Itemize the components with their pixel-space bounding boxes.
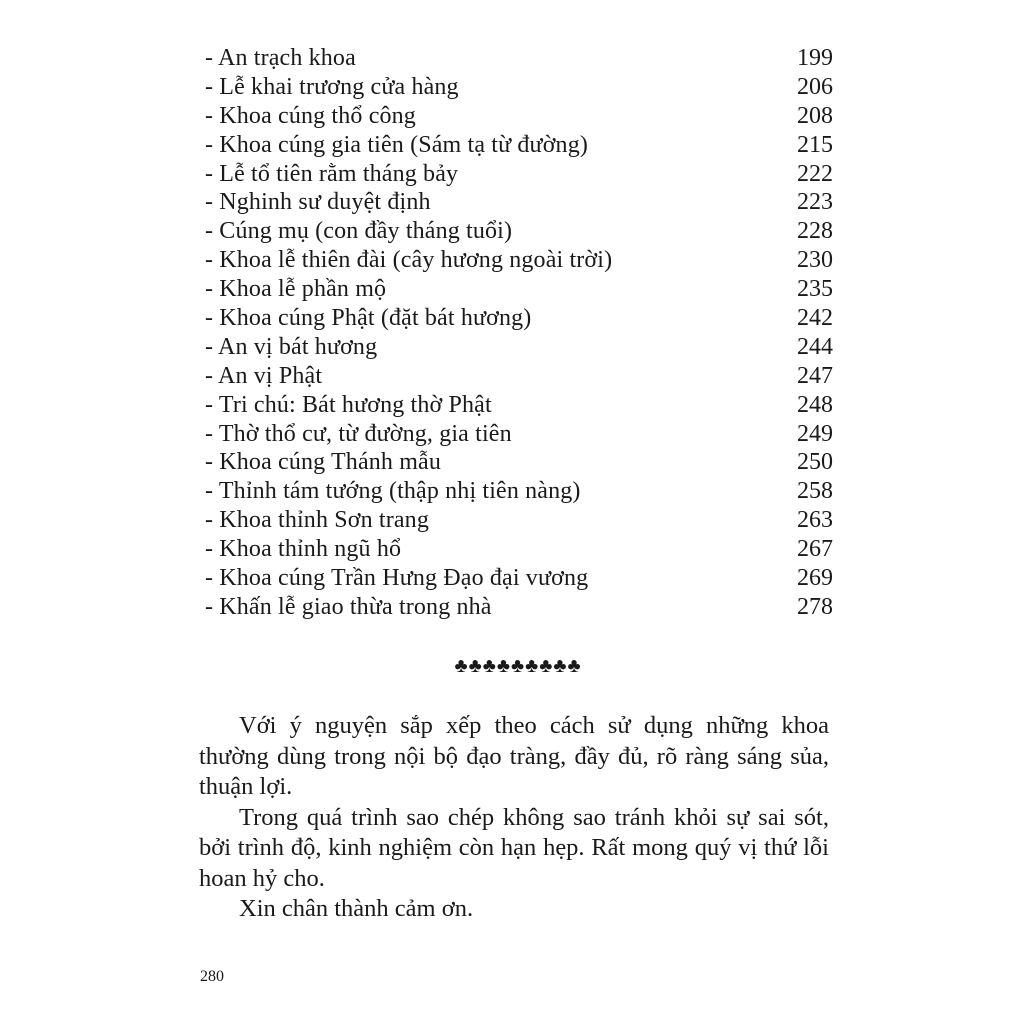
toc-entry-page: 244 (797, 333, 833, 360)
toc-entry (205, 217, 837, 246)
toc-entry-title: - Lễ tổ tiên rằm tháng bảy (205, 160, 459, 187)
toc-entry-title: - Khoa lễ thiên đài (cây hương ngoài trời) (205, 247, 613, 274)
toc-entry-page: 230 (797, 247, 833, 274)
toc-entry-title: - Thỉnh tám tướng (thập nhị tiên nàng) (205, 478, 581, 505)
toc-entry-page: 269 (797, 565, 833, 592)
toc-entry (205, 506, 837, 535)
toc-entry-title: - Tri chú: Bát hương thờ Phật (205, 391, 492, 418)
toc-entry (205, 333, 837, 362)
table-of-contents (205, 44, 837, 622)
toc-entry-title: - Khoa thỉnh Sơn trang (205, 507, 429, 534)
toc-entry-title: - Khấn lễ giao thừa trong nhà (205, 593, 492, 620)
paragraph: Xin chân thành cảm ơn. (239, 895, 474, 922)
toc-entry-title: - Khoa cúng gia tiên (Sám tạ từ đường) (205, 131, 588, 158)
toc-entry-page: 248 (797, 391, 833, 418)
toc-entry-page: 215 (797, 131, 833, 158)
toc-entry (205, 102, 837, 131)
toc-entry (205, 131, 837, 160)
toc-entry-page: 206 (797, 73, 833, 100)
toc-entry (205, 362, 837, 391)
toc-entry-title: - Khoa cúng thổ công (205, 102, 416, 129)
toc-entry (205, 535, 837, 564)
toc-entry-title: - Khoa thỉnh ngũ hổ (205, 536, 402, 563)
toc-entry (205, 593, 837, 622)
paragraph: Với ý nguyện sắp xếp theo cách sử dụng những khoa thường dùng trong nội bộ đạo tràng, đầy đủ, rõ ràng sáng sủa, thuận lợi. (199, 712, 829, 800)
toc-entry-page: 250 (797, 449, 833, 476)
toc-entry (205, 73, 837, 102)
toc-entry (205, 188, 837, 217)
paragraph: Trong quá trình sao chép không sao tránh khỏi sự sai sót, bởi trình độ, kinh nghiệm còn hạn hẹp. Rất mong quý vị thứ lỗi hoan hỷ cho. (199, 803, 829, 892)
toc-entry-title: - Khoa cúng Trần Hưng Đạo đại vương (205, 565, 589, 592)
toc-entry-page: 223 (797, 189, 833, 216)
toc-entry-title: - Lễ khai trương cửa hàng (205, 73, 459, 100)
toc-entry-page: 267 (797, 536, 833, 563)
toc-entry-title: - Cúng mụ (con đầy tháng tuổi) (205, 218, 513, 245)
toc-entry (205, 477, 837, 506)
toc-entry (205, 275, 837, 304)
toc-entry (205, 246, 837, 275)
toc-entry-title: - Khoa cúng Phật (đặt bát hương) (205, 305, 532, 332)
toc-entry-page: 228 (797, 218, 833, 245)
toc-entry-page: 235 (797, 276, 833, 303)
toc-entry-page: 263 (797, 507, 833, 534)
toc-entry (205, 304, 837, 333)
toc-entry-title: - Thờ thổ cư, từ đường, gia tiên (205, 420, 512, 447)
toc-entry-title: - Nghinh sư duyệt định (205, 189, 431, 216)
toc-entry (205, 160, 837, 189)
toc-entry-page: 222 (797, 160, 833, 187)
toc-entry (205, 564, 837, 593)
ornamental-divider (0, 655, 1024, 678)
toc-entry (205, 448, 837, 477)
toc-entry (205, 391, 837, 420)
toc-entry-title: - Khoa cúng Thánh mẫu (205, 449, 441, 476)
toc-entry (205, 420, 837, 449)
toc-entry-title: - Khoa lễ phần mộ (205, 276, 387, 303)
closing-text (199, 711, 829, 925)
toc-entry-page: 278 (797, 593, 833, 620)
toc-entry-page: 199 (797, 45, 833, 71)
toc-entry-page: 258 (797, 478, 833, 505)
toc-entry (205, 44, 837, 73)
toc-entry-page: 208 (797, 102, 833, 129)
toc-entry-page: 247 (797, 362, 833, 389)
toc-entry-title: - An vị bát hương (205, 333, 378, 360)
page-number: 280 (200, 968, 224, 985)
toc-entry-page: 249 (797, 420, 833, 447)
toc-entry-title: - An vị Phật (205, 362, 323, 389)
toc-entry-page: 242 (797, 305, 833, 332)
toc-entry-title: - An trạch khoa (205, 45, 356, 71)
club-symbols-icon: ♣♣♣♣♣♣♣♣♣ (454, 655, 582, 677)
